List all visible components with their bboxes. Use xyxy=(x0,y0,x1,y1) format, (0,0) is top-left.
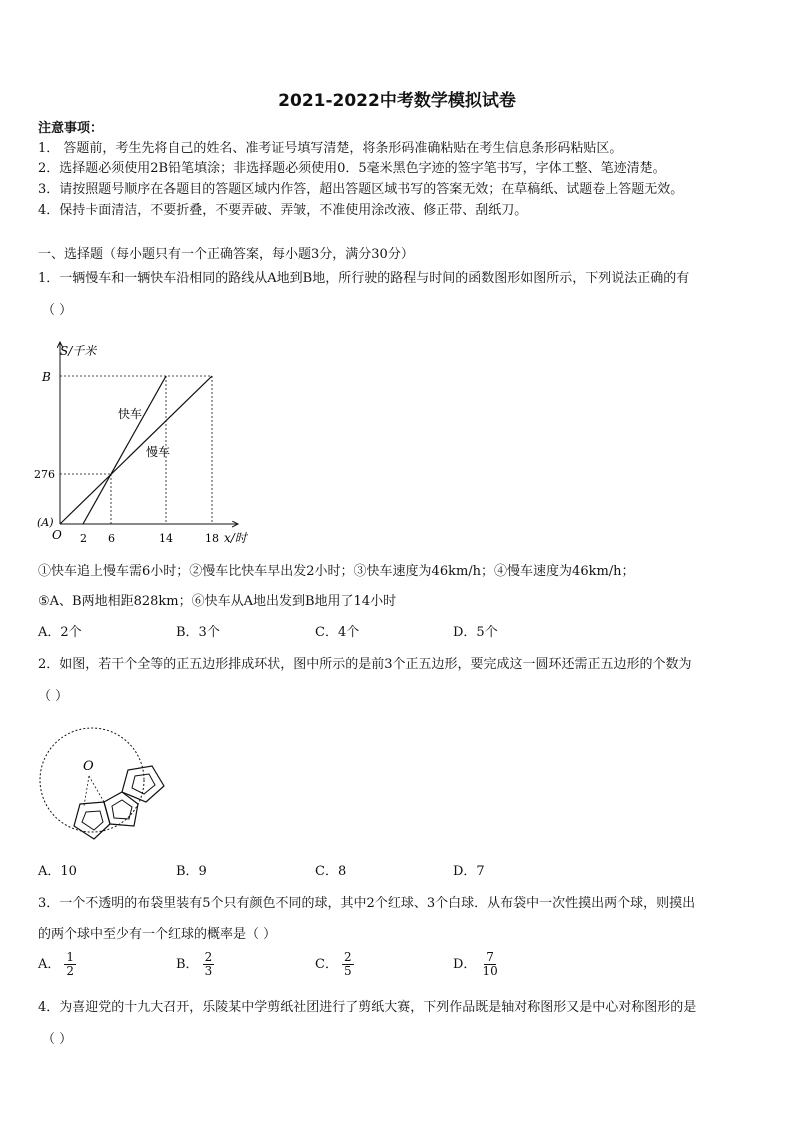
q1-option-c: C．4个 xyxy=(315,625,360,640)
q2-stem: 2．如图，若干个全等的正五边形排成环状，图中所示的是前3个正五边形，要完成这一圆环还需正五边形的个数为 xyxy=(38,657,692,672)
q2-option-c: C．8 xyxy=(315,864,347,879)
pentagon-1-inner xyxy=(82,811,103,830)
q1-stem: 1．一辆慢车和一辆快车沿相同的路线从A地到B地，所行驶的路程与时间的函数图形如图所示，下列说法正确的有 xyxy=(38,271,690,286)
q1-answer-bracket: （ ） xyxy=(42,303,73,318)
notice-item-3: 3．请按照题号顺序在各题目的答题区域内作答，超出答题区域书写的答案无效；在草稿纸、试题卷上答题无效。 xyxy=(38,182,684,197)
fast-car-label: 快车 xyxy=(118,407,143,421)
q1-statements-line2: ⑤A、B两地相距828km；⑥快车从A地出发到B地用了14小时 xyxy=(38,594,397,609)
y-tick-276: 276 xyxy=(34,468,55,481)
x-tick-18: 18 xyxy=(205,532,219,545)
notice-item-1: 1． 答题前，考生先将自己的姓名、准考证号填写清楚，将条形码准确粘贴在考生信息条形码粘贴区。 xyxy=(38,141,623,156)
q1-statements-line1: ①快车追上慢车需6小时；②慢车比快车早出发2小时；③快车速度为46km/h；④慢车速度为46km/h； xyxy=(38,564,635,579)
q2-option-a: A．10 xyxy=(38,864,77,879)
q1-distance-time-graph xyxy=(32,336,258,552)
a-label: (A) xyxy=(37,516,54,529)
slow-car-line xyxy=(60,376,212,524)
q3-option-b: B． $\frac{2}{3}$ xyxy=(176,950,213,978)
q3-option-a: A． $\frac{1}{2}$ xyxy=(38,950,75,978)
q2-answer-bracket: （ ） xyxy=(38,689,69,704)
page-title: 2021-2022中考数学模拟试卷 xyxy=(278,91,516,111)
b-label: B xyxy=(42,370,51,384)
y-axis-label: S/千米 xyxy=(60,344,97,358)
dotted-circle xyxy=(40,728,144,832)
q2-option-d: D．7 xyxy=(453,864,485,879)
q3-option-b-fraction: $\frac{2}{3}$ xyxy=(204,950,213,978)
q4-answer-bracket: （ ） xyxy=(42,1032,73,1047)
q1-option-a: A．2个 xyxy=(38,625,82,640)
x-tick-2: 2 xyxy=(80,532,87,545)
section-heading: 一、选择题（每小题只有一个正确答案，每小题3分，满分30分） xyxy=(38,247,414,262)
notice-item-2: 2．选择题必须使用2B铅笔填涂；非选择题必须使用0．5毫米黑色字迹的签字笔书写，字体工整、笔迹清楚。 xyxy=(38,161,666,176)
x-tick-14: 14 xyxy=(159,532,173,545)
origin-label: O xyxy=(52,528,62,542)
x-tick-6: 6 xyxy=(108,532,115,545)
pentagon-1 xyxy=(74,802,110,839)
notice-heading: 注意事项： xyxy=(38,121,104,136)
q1-option-d: D．5个 xyxy=(453,625,498,640)
q2-option-b: B．9 xyxy=(176,864,207,879)
center-o-label: O xyxy=(83,759,94,774)
x-axis-label: x/时 xyxy=(224,531,247,545)
q3-option-c: C． $\frac{2}{5}$ xyxy=(315,950,352,978)
q4-stem: 4．为喜迎党的十九大召开，乐陵某中学剪纸社团进行了剪纸大赛，下列作品既是轴对称图形又是中心对称图形的是 xyxy=(38,1000,697,1015)
slow-car-label: 慢车 xyxy=(146,445,171,459)
q3-option-c-fraction: $\frac{2}{5}$ xyxy=(343,950,352,978)
q2-pentagon-ring-figure xyxy=(36,718,196,848)
q3-stem-line1: 3．一个不透明的布袋里装有5个只有颜色不同的球，其中2个红球、3个白球．从布袋中一次性摸出两个球，则摸出 xyxy=(38,896,696,911)
q3-option-d: D． $\frac{7}{10}$ xyxy=(453,950,498,978)
q3-stem-line2: 的两个球中至少有一个红球的概率是（ ） xyxy=(38,927,277,942)
notice-item-4: 4．保持卡面清洁，不要折叠，不要弄破、弄皱，不准使用涂改液、修正带、刮纸刀。 xyxy=(38,203,528,218)
q3-option-a-fraction: $\frac{1}{2}$ xyxy=(66,950,75,978)
q3-option-d-fraction: $\frac{7}{10}$ xyxy=(482,950,498,978)
q1-option-b: B．3个 xyxy=(176,625,220,640)
